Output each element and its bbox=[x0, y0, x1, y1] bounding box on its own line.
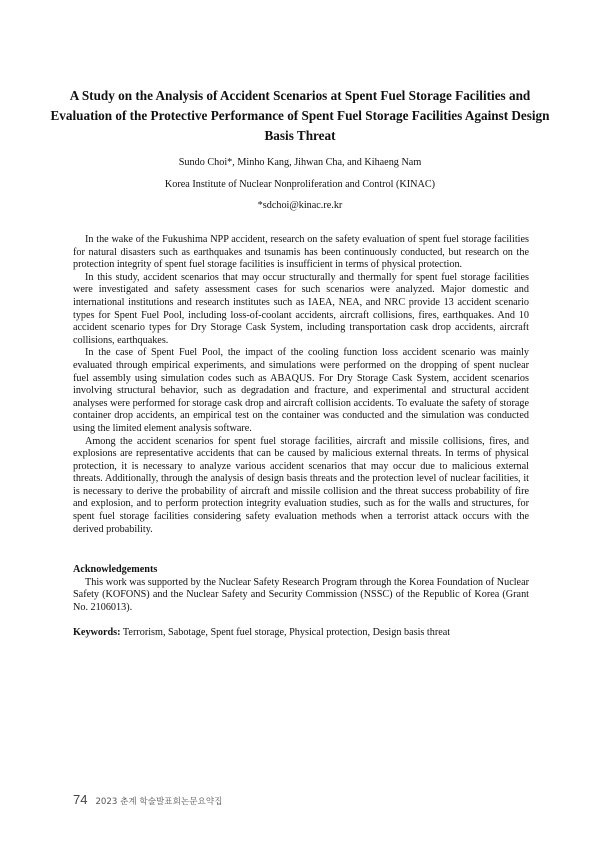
keywords-text: Terrorism, Sabotage, Spent fuel storage, Physical protection, Design basis threat bbox=[122, 627, 451, 638]
abstract-body bbox=[73, 234, 529, 536]
keywords-label: Keywords: bbox=[73, 627, 121, 638]
page-number: 74 bbox=[73, 792, 88, 807]
affiliation: Korea Institute of Nuclear Nonproliferation and Control (KINAC) bbox=[164, 179, 436, 190]
acknowledgements-heading: Acknowledgements bbox=[73, 564, 158, 575]
acknowledgements-text: This work was supported by the Nuclear Safety Research Program through the Korea Foundation of Nuclear Safety (KOFONS) and the Nuclear Safety and Security Commission (NSSC) of the Republic of Korea (Grant No. 2106013). bbox=[73, 576, 529, 613]
keywords-line bbox=[73, 627, 529, 640]
author-list: Sundo Choi*, Minho Kang, Jihwan Cha, and Kihaeng Nam bbox=[178, 157, 422, 168]
abstract-paragraph: In this study, accident scenarios that may occur structurally and thermally for spent fuel storage facilities were investigated and safety assessment cases for such scenarios were analyzed. Major domestic and international institutions and research institutes such as IAEA, NEA, and NRC provide 13 accident scenario types for Spent Fuel Pool, including loss-of-coolant accidents, aircraft collisions, fires, earthquakes. And 10 accident scenario types for Dry Storage Cask System, including transportation cask drop accidents, aircraft collisions, earthquakes. bbox=[73, 271, 529, 346]
abstract-paragraph: In the case of Spent Fuel Pool, the impact of the cooling function loss accident scenario was mainly evaluated through empirical experiments, and simulations were performed on the dropping of spent nuclear fuel assembly using simulation codes such as ABAQUS. For Dry Storage Cask System, accident scenarios involving structural behavior, such as degradation and fracture, and experimental and structural accident analyses were performed for storage cask drop and aircraft collision accidents. To evaluate the safety of storage container drop accidents, an empirical test on the container was conducted and the simulation was conducted using the limited element analysis software. bbox=[73, 347, 529, 434]
abstract-paragraph: In the wake of the Fukushima NPP accident, research on the safety evaluation of spent fuel storage facilities for natural disasters such as earthquakes and tsunamis has been continuously conducted, but research on the protection integrity of spent fuel storage facilities is insufficient in terms of physical protection. bbox=[73, 234, 529, 271]
abstract-paragraph: Among the accident scenarios for spent fuel storage facilities, aircraft and missile collisions, fires, and explosions are representative accidents that can be caused by malicious external threats. In terms of physical protection, it is necessary to analyze various accident scenarios that may occur due to malicious external threats. Additionally, through the analysis of design basis threats and the protection level of nuclear facilities, it is necessary to derive the probability of aircraft and missile collision and the threat success probability of fire and explosion, and to perform protection integrity evaluation studies, such as for the walls and structures, for spent fuel storage facilities considering safety evaluation methods when a terrorist attack occurs with the derived probability. bbox=[73, 435, 529, 535]
page-footer bbox=[73, 792, 222, 808]
acknowledgements-section bbox=[73, 564, 529, 614]
paper-title: A Study on the Analysis of Accident Scenarios at Spent Fuel Storage Facilities and Evaluation of the Protective Performance of Spent Fuel Storage Facilities Against Design Basis Threat bbox=[50, 88, 550, 143]
proceedings-title: 2023 춘계 학술발표회논문요약집 bbox=[95, 797, 223, 807]
corresponding-email: *sdchoi@kinac.re.kr bbox=[257, 200, 343, 211]
